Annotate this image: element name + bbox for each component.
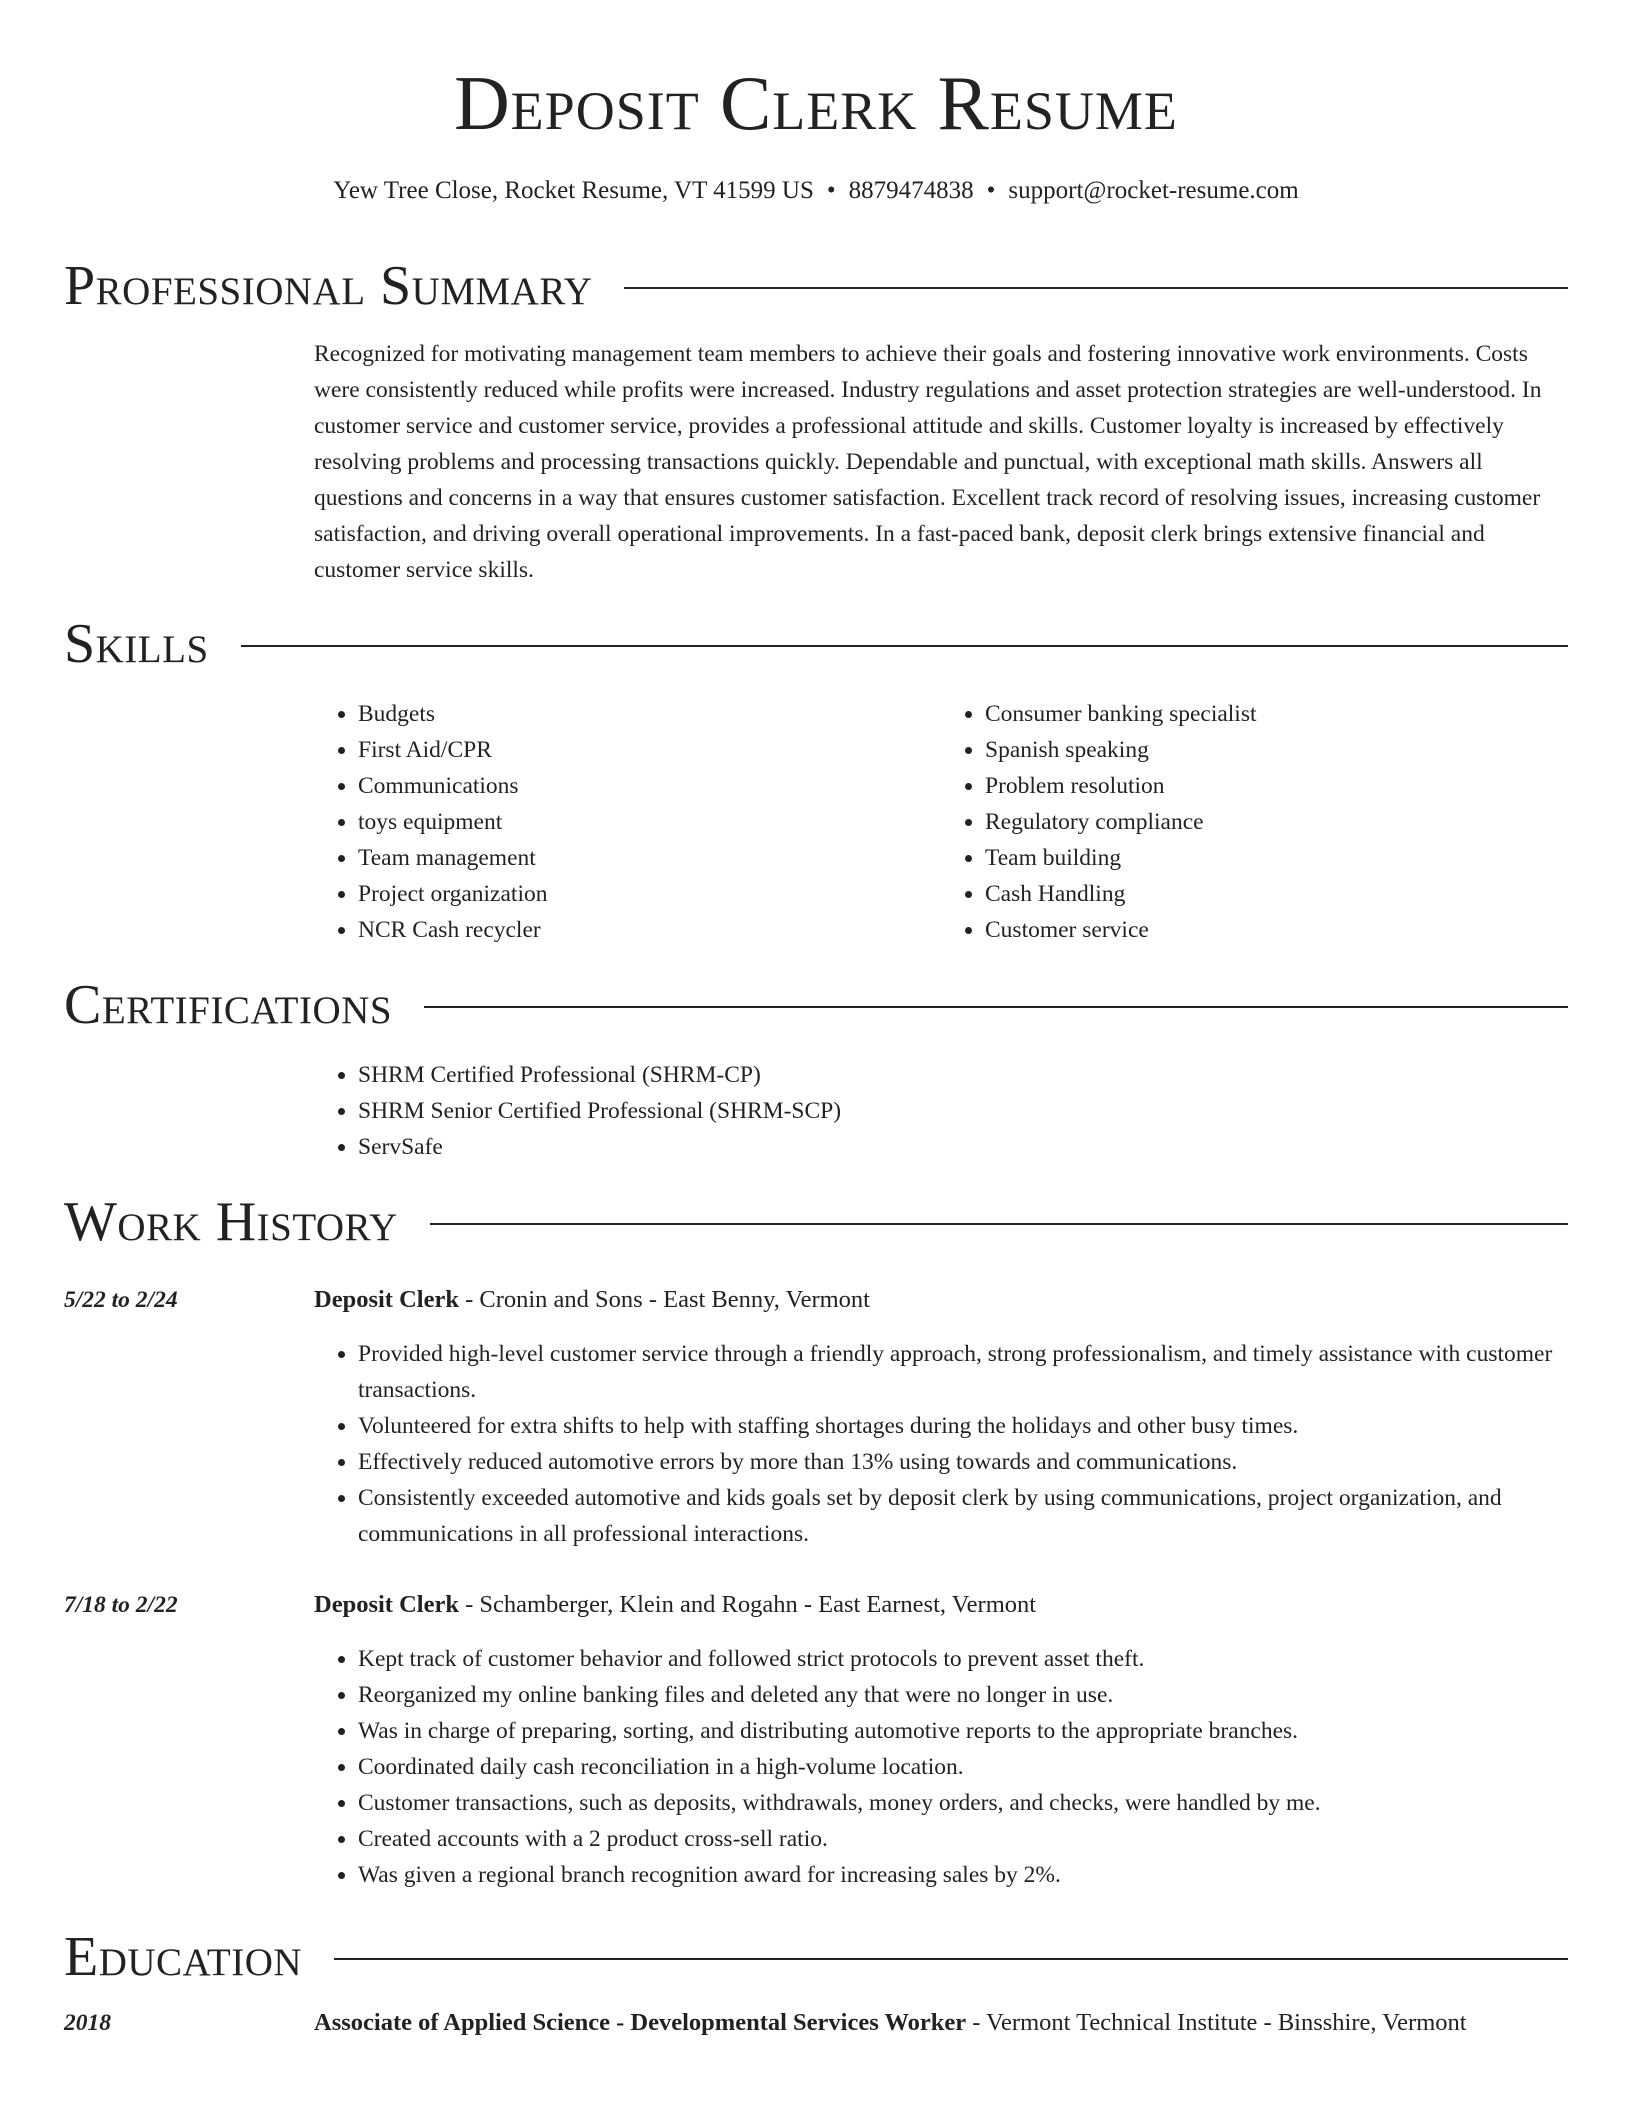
job-bullet: • Created accounts with a 2 product cross-sell ratio. <box>358 1821 1568 1857</box>
certification-item: • ServSafe <box>358 1129 1568 1165</box>
job-heading <box>314 1282 1568 1318</box>
section-divider <box>430 1223 1568 1225</box>
skills-list <box>314 696 1568 948</box>
skills-column-left <box>314 696 941 948</box>
section-heading: Certifications <box>64 974 393 1036</box>
job-dates: 5/22 to 2/24 <box>64 1287 178 1313</box>
work-section-header <box>64 1190 1568 1254</box>
section-divider <box>241 645 1568 647</box>
skill-item: • Cash Handling <box>985 876 1568 912</box>
separator: • <box>826 177 836 204</box>
section-divider <box>334 1958 1568 1960</box>
job-bullet: • Coordinated daily cash reconciliation in a high-volume location. <box>358 1749 1568 1785</box>
job-details: - Schamberger, Klein and Rogahn - East Earnest, Vermont <box>458 1591 1037 1618</box>
separator: • <box>986 177 996 204</box>
education-degree: Associate of Applied Science - Developmental Services Worker <box>314 2009 967 2036</box>
section-heading: Work History <box>64 1191 398 1253</box>
job-heading <box>314 1587 1568 1623</box>
phone: 8879474838 <box>848 177 974 204</box>
job-bullet: • Consistently exceeded automotive and kids goals set by deposit clerk by using communications, project organization, and communications in all professional interactions. <box>358 1480 1568 1552</box>
skill-item: • Project organization <box>358 876 941 912</box>
certifications-section-header <box>64 973 1568 1037</box>
job-bullet: • Kept track of customer behavior and followed strict protocols to prevent asset theft. <box>358 1641 1568 1677</box>
summary-section-header <box>64 254 1568 318</box>
skills-section-header <box>64 612 1568 676</box>
job-title: Deposit Clerk <box>314 1591 459 1618</box>
certification-item: • SHRM Certified Professional (SHRM-CP) <box>358 1057 1568 1093</box>
job-bullets <box>314 1641 1568 1893</box>
job-bullet: • Effectively reduced automotive errors by more than 13% using towards and communications. <box>358 1444 1568 1480</box>
skill-item: • First Aid/CPR <box>358 732 941 768</box>
job-title: Deposit Clerk <box>314 1286 459 1313</box>
skill-item: • Regulatory compliance <box>985 804 1568 840</box>
section-heading: Skills <box>64 613 209 675</box>
certifications-list <box>314 1057 1568 1165</box>
education-entry <box>314 2005 1568 2041</box>
skill-item: • Spanish speaking <box>985 732 1568 768</box>
job-bullets <box>314 1336 1568 1552</box>
education-year: 2018 <box>64 2010 111 2036</box>
skill-item: • Customer service <box>985 912 1568 948</box>
skill-item: • Budgets <box>358 696 941 732</box>
job-dates: 7/18 to 2/22 <box>64 1592 178 1618</box>
job-bullet: • Customer transactions, such as deposits, withdrawals, money orders, and checks, were handled by me. <box>358 1785 1568 1821</box>
section-divider <box>424 1006 1568 1008</box>
job-bullet: • Reorganized my online banking files and deleted any that were no longer in use. <box>358 1677 1568 1713</box>
skill-item: • Team management <box>358 840 941 876</box>
section-heading: Education <box>64 1926 303 1988</box>
contact-line <box>64 174 1568 208</box>
address: Yew Tree Close, Rocket Resume, VT 41599 US <box>333 177 814 204</box>
email: support@rocket-resume.com <box>1008 177 1299 204</box>
skills-column-right <box>941 696 1568 948</box>
skill-item: • NCR Cash recycler <box>358 912 941 948</box>
skill-item: • Team building <box>985 840 1568 876</box>
job-details: - Cronin and Sons - East Benny, Vermont <box>458 1286 870 1313</box>
job-bullet: • Volunteered for extra shifts to help with staffing shortages during the holidays and other busy times. <box>358 1408 1568 1444</box>
skill-item: • toys equipment <box>358 804 941 840</box>
skill-item: • Communications <box>358 768 941 804</box>
section-divider <box>624 287 1568 289</box>
job-bullet: • Was given a regional branch recognition award for increasing sales by 2%. <box>358 1857 1568 1893</box>
job-bullet: • Provided high-level customer service through a friendly approach, strong professionalism, and timely assistance with customer transactions. <box>358 1336 1568 1408</box>
skill-item: • Problem resolution <box>985 768 1568 804</box>
job-bullet: • Was in charge of preparing, sorting, and distributing automotive reports to the appropriate branches. <box>358 1713 1568 1749</box>
section-heading: Professional Summary <box>64 255 593 317</box>
resume-title: Deposit Clerk Resume <box>454 60 1178 146</box>
education-details: - Vermont Technical Institute - Binsshire, Vermont <box>966 2009 1467 2036</box>
skill-item: • Consumer banking specialist <box>985 696 1568 732</box>
summary-text: Recognized for motivating management team members to achieve their goals and fostering innovative work environments. Costs were consistently reduced while profits were increased. Industry regulations and asset protection strategies are well-understood. In customer service and customer service, provides a professional attitude and skills. Customer loyalty is increased by effectively resolving problems and processing transactions quickly. Dependable and punctual, with exceptional math skills. Answers all questions and concerns in a way that ensures customer satisfaction. Excellent track record of resolving issues, increasing customer satisfaction, and driving overall operational improvements. In a fast-paced bank, deposit clerk brings extensive financial and customer service skills. <box>314 341 1542 583</box>
education-section-header <box>64 1925 1568 1989</box>
certification-item: • SHRM Senior Certified Professional (SHRM-SCP) <box>358 1093 1568 1129</box>
